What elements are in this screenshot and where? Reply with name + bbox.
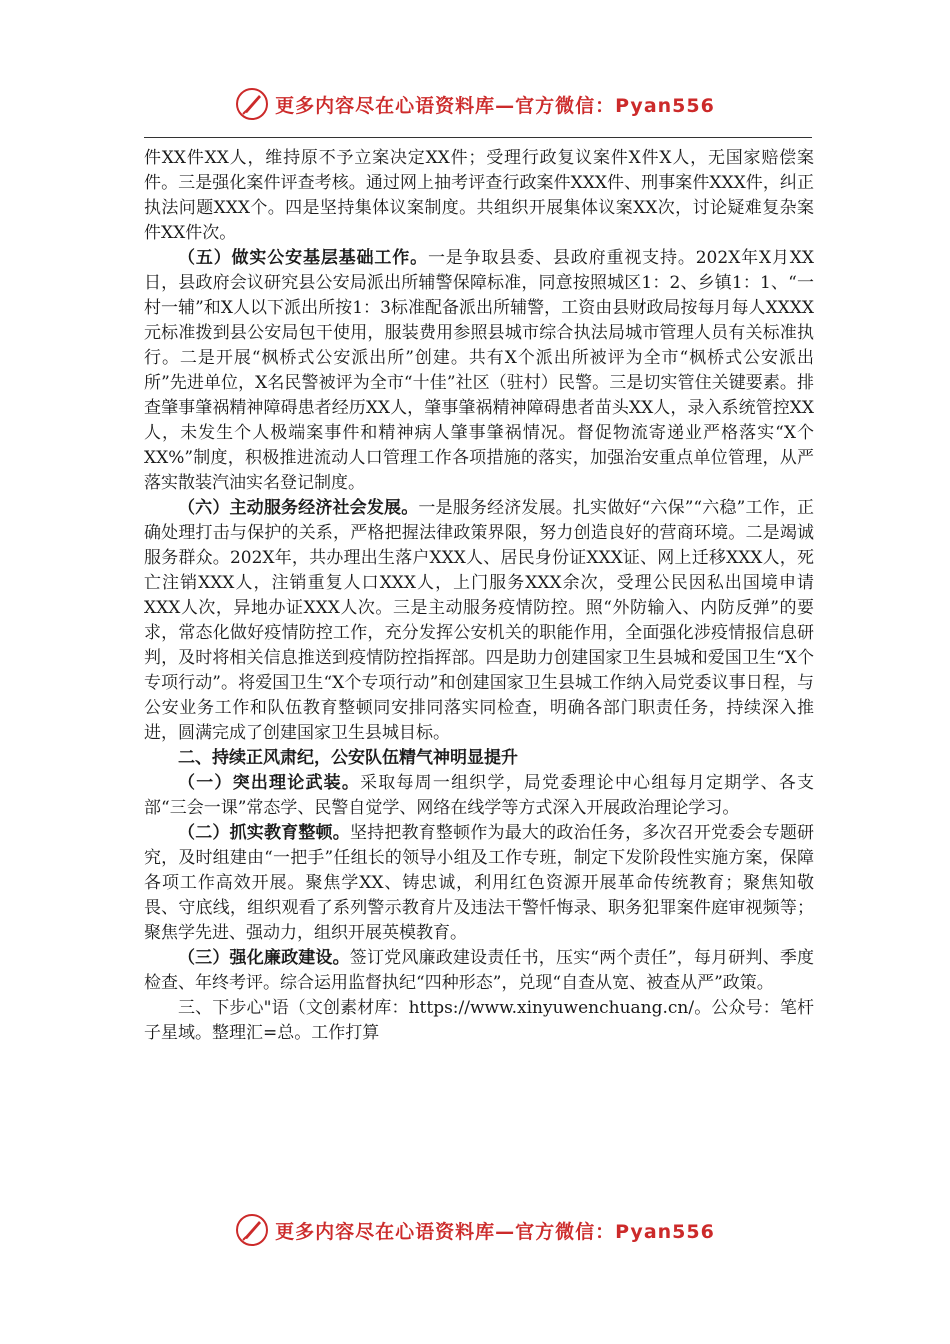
- section-heading: （二）抓实教育整顿。: [178, 823, 350, 843]
- paragraph-6: （二）抓实教育整顿。坚持把教育整顿作为最大的政治任务，多次召开党委会专题研究，及时组建由“一把手”任组长的领导小组及工作专班，制定下发阶段性实施方案，保障各项工作高效开展。聚焦学XX、铸忠诚，利用红色资源开展革命传统教育；聚焦知敬畏、守底线，组织观看了系列警示教育片及违法干警忏悔录、职务犯罪案件庭审视频等；聚焦学先进、强动力，组织开展英模教育。: [144, 823, 815, 943]
- section-heading: （一）突出理论武装。: [178, 773, 361, 793]
- header-rule: [144, 137, 812, 138]
- paragraph-5: （一）突出理论武装。采取每周一组织学，局党委理论中心组每月定期学、各支部“三会一课”常态学、民警自觉学、网络在线学等方式深入开展政治理论学习。: [144, 773, 815, 818]
- paragraph-8: 三、下步心"语（文创素材库：https://www.xinyuwenchuang.cn/。公众号：笔杆子星域。整理汇=总。工作打算: [144, 998, 814, 1043]
- document-body: [144, 146, 814, 1046]
- header-banner: [0, 84, 950, 124]
- quill-logo-icon: [235, 87, 269, 121]
- banner-text: 更多内容尽在心语资料库—官方微信：Pyan556: [275, 94, 715, 117]
- footer-banner: [0, 1210, 950, 1250]
- paragraph-3: （六）主动服务经济社会发展。一是服务经济发展。扎实做好“六保”“六稳”工作，正确处理打击与保护的关系，严格把握法律政策界限，努力创造良好的营商环境。二是竭诚服务群众。202X年，共办理出生落户XXX人、居民身份证XXX证、网上迁移XXX人，死亡注销XXX人，注销重复人口XXX人，上门服务XXX余次，受理公民因私出国境申请XXX人次，异地办证XXX人次。三是主动服务疫情防控。照“外防输入、内防反弹”的要求，常态化做好疫情防控工作，充分发挥公安机关的职能作用，全面强化涉疫情报信息研判，及时将相关信息推送到疫情防控指挥部。四是助力创建国家卫生县城和爱国卫生“X个专项行动”。将爱国卫生“X个专项行动”和创建国家卫生县城工作纳入局党委议事日程，与公安业务工作和队伍教育整顿同安排同落实同检查，明确各部门职责任务，持续深入推进，圆满完成了创建国家卫生县城目标。: [144, 498, 814, 743]
- chapter-heading: 二、持续正风肃纪，公安队伍精气神明显提升: [178, 748, 518, 768]
- quill-logo-icon: [235, 1213, 269, 1247]
- section-heading: （五）做实公安基层基础工作。: [178, 248, 428, 268]
- paragraph-7: （三）强化廉政建设。签订党风廉政建设责任书，压实“两个责任”，每月研判、季度检查、年终考评。综合运用监督执纪“四种形态”，兑现“自查从宽、被查从严”政策。: [144, 948, 815, 993]
- paragraph-2: （五）做实公安基层基础工作。一是争取县委、县政府重视支持。202X年X月XX日，县政府会议研究县公安局派出所辅警保障标准，同意按照城区1：2、乡镇1：1、“一村一辅”和X人以下派出所按1：3标准配备派出所辅警，工资由县财政局按每月每人XXXX元标准拨到县公安局包干使用，服装费用参照县城市综合执法局城市管理人员有关标准执行。二是开展“枫桥式公安派出所”创建。共有X个派出所被评为全市“枫桥式公安派出所”先进单位，X名民警被评为全市“十佳”社区（驻村）民警。三是切实管住关键要素。排查肇事肇祸精神障碍患者经历XX人，肇事肇祸精神障碍患者苗头XX人，录入系统管控XX人，未发生个人极端案事件和精神病人肇事肇祸情况。督促物流寄递业严格落实“X个XX%”制度，积极推进流动人口管理工作各项措施的落实，加强治安重点单位管理，从严落实散装汽油实名登记制度。: [144, 248, 815, 493]
- banner-text: 更多内容尽在心语资料库—官方微信：Pyan556: [275, 1220, 715, 1243]
- section-heading: （三）强化廉政建设。: [178, 948, 350, 968]
- section-heading: （六）主动服务经济社会发展。: [178, 498, 419, 518]
- paragraph-1: 件XX件XX人，维持原不予立案决定XX件；受理行政复议案件X件X人，无国家赔偿案件。三是强化案件评查考核。通过网上抽考评查行政案件XXX件、刑事案件XXX件，纠正执法问题XXX个。四是坚持集体议案制度。共组织开展集体议案XX次，讨论疑难复杂案件XX件次。: [144, 148, 814, 243]
